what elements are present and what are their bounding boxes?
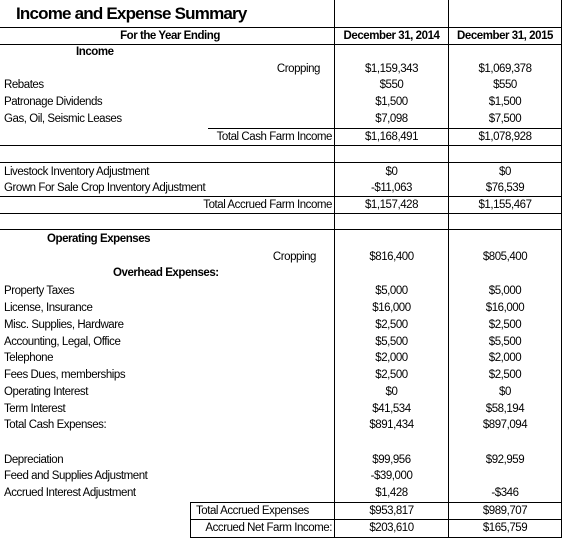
net-farm-income-label: Accrued Net Farm Income: [205, 522, 332, 534]
crop-inventory-adjustment-2014: -$11,063 [371, 182, 412, 194]
term-interest-2014: $41,534 [372, 403, 411, 415]
misc-supplies-label: Misc. Supplies, Hardware [4, 319, 124, 331]
income-heading: Income [76, 46, 114, 58]
accounting-legal-2014: $5,500 [375, 336, 408, 348]
income-rebates-2014: $550 [379, 79, 404, 91]
income-cropping-2015: $1,069,378 [478, 63, 532, 75]
net-farm-income-2014: $203,610 [369, 522, 414, 534]
accrued-interest-adjustment-2015: -$346 [491, 487, 519, 499]
crop-inventory-adjustment-2015: $76,539 [485, 182, 525, 194]
term-interest-2015: $58,194 [485, 403, 525, 415]
column-header-2015: December 31, 2015 [457, 30, 553, 42]
income-gas-label: Gas, Oil, Seismic Leases [4, 113, 122, 125]
feed-supplies-adjustment-2015 [449, 468, 561, 484]
total-accrued-expenses-label: Total Accrued Expenses [196, 505, 309, 517]
income-cropping-2014: $1,159,343 [364, 63, 419, 75]
rule-total-cash-bottom [0, 145, 562, 146]
misc-supplies-2014: $2,500 [375, 319, 408, 331]
license-insurance-2015: $16,000 [485, 302, 525, 314]
income-rebates-label: Rebates [4, 79, 44, 91]
overhead-expenses-heading: Overhead Expenses: [113, 267, 219, 279]
operating-interest-label: Operating Interest [4, 386, 88, 398]
livestock-adjustment-2014: $0 [385, 166, 398, 178]
accounting-legal-label: Accounting, Legal, Office [4, 336, 121, 348]
livestock-adjustment-2015: $0 [499, 166, 511, 178]
expense-cropping-label: Cropping [272, 251, 316, 263]
total-cash-income-2014: $1,168,491 [364, 131, 419, 143]
accrued-interest-adjustment-label: Accrued Interest Adjustment [4, 487, 136, 499]
feed-supplies-adjustment-label: Feed and Supplies Adjustment [4, 470, 148, 482]
total-accrued-income-label: Total Accrued Farm Income [203, 199, 332, 211]
telephone-2014: $2,000 [375, 352, 408, 364]
misc-supplies-2015: $2,500 [488, 319, 522, 331]
total-cash-income-label: Total Cash Farm Income [216, 131, 332, 143]
total-cash-expenses-2014: $891,434 [369, 419, 414, 431]
income-patronage-2014: $1,500 [375, 96, 408, 108]
total-cash-expenses-label: Total Cash Expenses: [4, 419, 107, 431]
property-taxes-label: Property Taxes [4, 285, 75, 297]
income-cropping-label: Cropping [276, 63, 320, 75]
fees-dues-label: Fees Dues, memberships [4, 369, 126, 381]
total-accrued-expenses-2015: $989,707 [482, 505, 528, 517]
net-farm-income-2015: $165,759 [482, 522, 528, 534]
income-gas-2014: $7,098 [375, 113, 408, 125]
income-gas-2015: $7,500 [488, 113, 522, 125]
telephone-label: Telephone [4, 352, 54, 364]
term-interest-label: Term Interest [4, 403, 66, 415]
accounting-legal-2015: $5,500 [488, 336, 522, 348]
crop-inventory-adjustment-label: Grown For Sale Crop Inventory Adjustment [4, 182, 206, 194]
fees-dues-2014: $2,500 [375, 369, 408, 381]
year-ending-label: For the Year Ending [120, 30, 220, 42]
income-patronage-label: Patronage Dividends [4, 96, 103, 108]
feed-supplies-adjustment-2014: -$39,000 [370, 470, 413, 482]
totals-box-left [190, 502, 191, 538]
operating-expenses-heading: Operating Expenses [47, 233, 151, 245]
license-insurance-2014: $16,000 [372, 302, 411, 314]
total-cash-income-2015: $1,078,928 [478, 131, 532, 143]
total-cash-expenses-2015: $897,094 [482, 419, 528, 431]
operating-interest-2015: $0 [499, 386, 511, 398]
accrued-interest-adjustment-2014: $1,428 [375, 487, 408, 499]
fees-dues-2015: $2,500 [488, 369, 522, 381]
rule-section-gap [0, 162, 562, 163]
depreciation-label: Depreciation [4, 454, 64, 466]
expense-cropping-2014: $816,400 [369, 251, 414, 263]
income-patronage-2015: $1,500 [488, 96, 522, 108]
expense-cropping-2015: $805,400 [482, 251, 528, 263]
depreciation-2014: $99,956 [372, 454, 411, 466]
telephone-2015: $2,000 [488, 352, 522, 364]
depreciation-2015: $92,959 [485, 454, 525, 466]
rule-total-accrued-bottom [0, 213, 562, 214]
income-rebates-2015: $550 [493, 79, 517, 91]
total-accrued-expenses-2014: $953,817 [369, 505, 414, 517]
total-accrued-income-2015: $1,155,467 [478, 199, 532, 211]
livestock-adjustment-label: Livestock Inventory Adjustment [4, 166, 150, 178]
total-accrued-income-2014: $1,157,428 [364, 199, 419, 211]
license-insurance-label: License, Insurance [4, 302, 93, 314]
page-title: Income and Expense Summary [16, 4, 247, 23]
property-taxes-2014: $5,000 [375, 285, 408, 297]
column-header-2014: December 31, 2014 [343, 30, 440, 42]
operating-interest-2014: $0 [385, 386, 398, 398]
property-taxes-2015: $5,000 [488, 285, 522, 297]
rule-operating-top [0, 229, 562, 230]
